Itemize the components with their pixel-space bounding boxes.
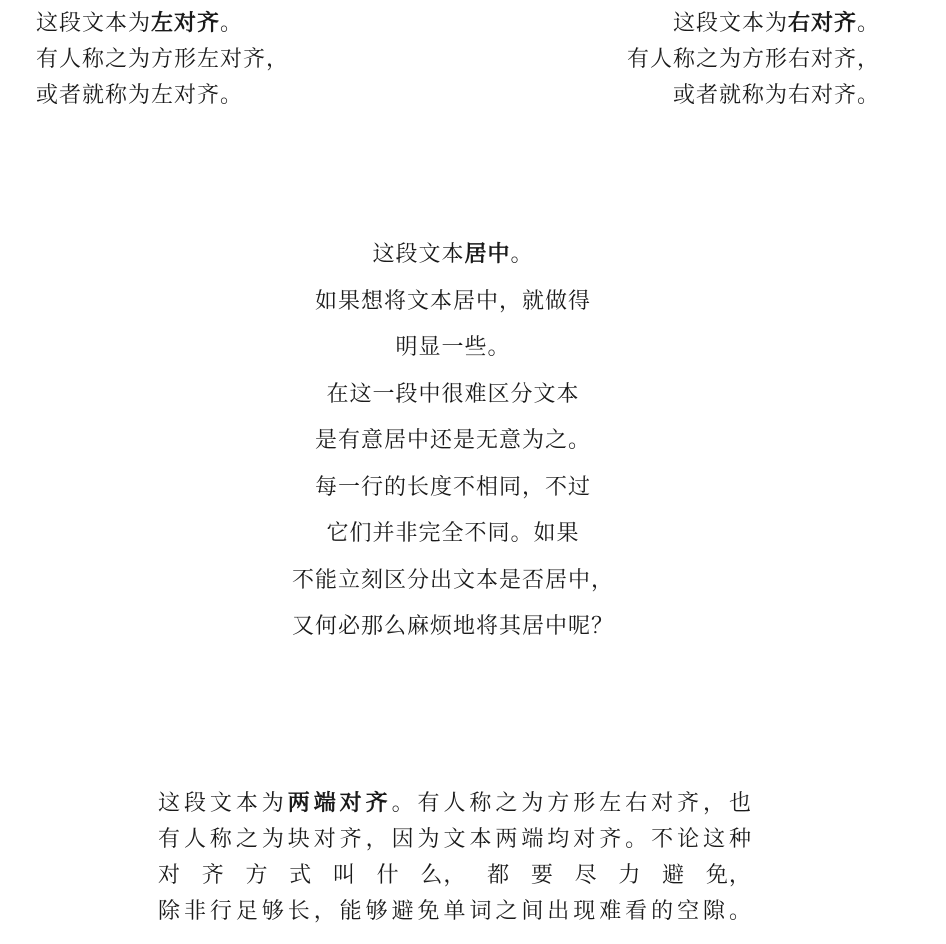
left-line-1-text: 这段文本为	[36, 11, 152, 36]
center-line-3: 明显一些。	[395, 335, 511, 360]
right-line-1-end: 。	[856, 11, 880, 36]
justify-line-3-char: 尽	[574, 863, 598, 888]
center-line-7: 它们并非完全不同。如果	[326, 521, 580, 546]
justify-line-3-char: 方	[245, 863, 269, 888]
right-line-1	[627, 6, 880, 42]
right-line-1-bold: 右对齐	[787, 11, 857, 36]
center-line-4: 在这一段中很难区分文本	[326, 381, 580, 407]
center-line-8: 不能立刻区分出文本是否居中，	[291, 567, 614, 593]
justify-line-3-char: 都	[487, 863, 511, 888]
left-line-1-bold: 左对齐	[151, 11, 221, 36]
justify-line-1-text: 这段文本为	[158, 791, 288, 816]
justify-line-3	[158, 858, 752, 894]
justify-line-2: 有人称之为块对齐，因为文本两端均对齐。不论这种	[158, 827, 752, 852]
right-aligned-paragraph	[627, 6, 880, 114]
center-line-5: 是有意居中还是无意为之。	[314, 428, 591, 453]
center-line-1-bold: 居中	[464, 242, 511, 267]
left-aligned-paragraph	[36, 6, 289, 114]
centered-paragraph	[0, 232, 906, 651]
center-line-6: 每一行的长度不相同，不过	[314, 474, 591, 500]
justify-line-4: 除非行足够长，能够避免单词之间出现难看的空隙。	[158, 899, 752, 924]
justify-line-3-char: 么，	[420, 863, 467, 888]
center-line-1-end: 。	[510, 242, 534, 267]
justify-line-1	[158, 786, 752, 822]
justify-line-3-char: 什	[376, 863, 400, 888]
center-line-1-text: 这段文本	[372, 242, 465, 267]
justify-line-3-char: 叫	[332, 863, 356, 888]
justify-line-3-char: 齐	[201, 863, 225, 888]
justify-line-3-char: 对	[158, 863, 182, 888]
justify-line-1-rest: 。有人称之为方形左右对齐，也	[391, 791, 752, 816]
justify-line-1-bold: 两端对齐	[287, 791, 392, 816]
right-line-1-text: 这段文本为	[672, 11, 788, 36]
justify-line-3-char: 力	[618, 863, 642, 888]
center-line-2: 如果想将文本居中，就做得	[314, 288, 591, 314]
left-line-1-end: 。	[220, 11, 244, 36]
left-line-1	[36, 6, 289, 42]
right-line-2: 有人称之为方形右对齐，	[626, 47, 880, 72]
left-line-2: 有人称之为方形左对齐，	[36, 47, 290, 72]
center-line-9: 又何必那么麻烦地将其居中呢？	[291, 614, 614, 639]
right-line-3: 或者就称为右对齐。	[672, 83, 880, 108]
justified-paragraph	[158, 786, 752, 930]
left-line-3: 或者就称为左对齐。	[36, 83, 244, 108]
justify-line-3-char: 要	[530, 863, 554, 888]
justify-line-3-char: 式	[289, 863, 313, 888]
center-line-1	[0, 232, 906, 279]
justify-line-3-char: 免，	[705, 863, 752, 888]
justify-line-3-char: 避	[662, 863, 686, 888]
